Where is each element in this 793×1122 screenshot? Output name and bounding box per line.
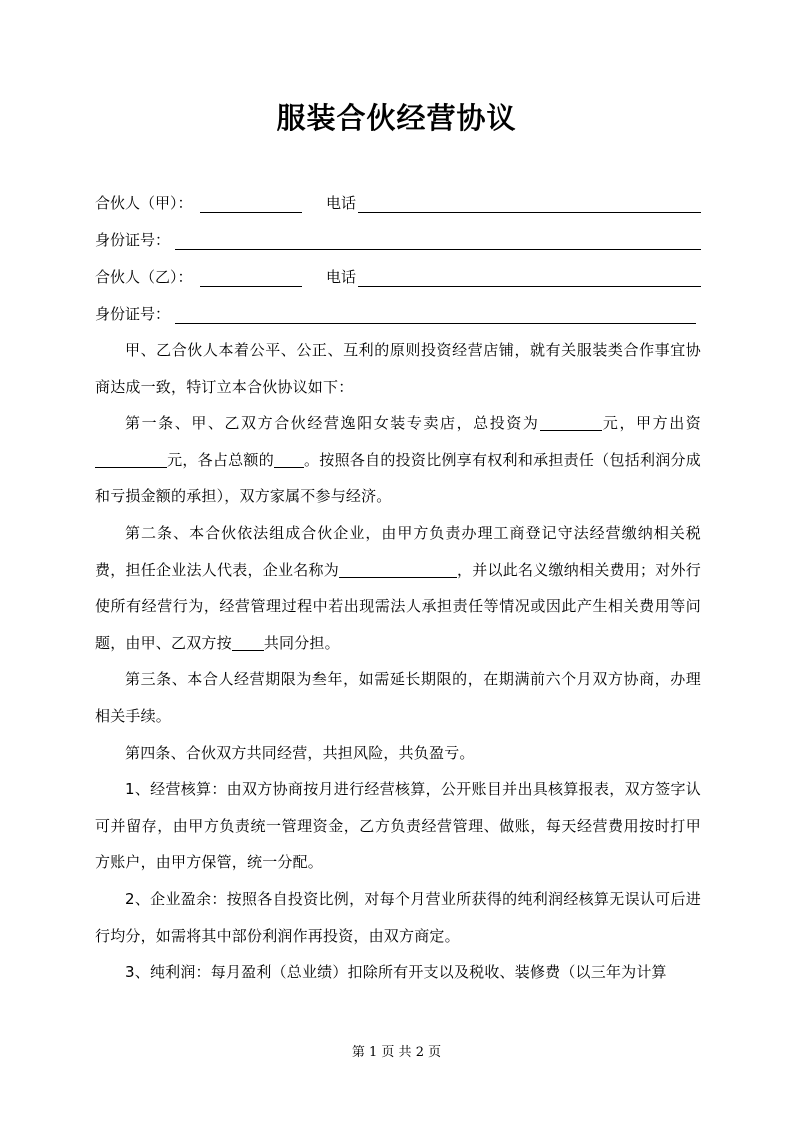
phone-label-a: 电话 (326, 194, 357, 212)
partner-a-blank (200, 212, 302, 213)
phone-label-b: 电话 (326, 268, 357, 286)
partner-b-row (95, 266, 701, 290)
agreement-body (95, 332, 701, 991)
article-4-paragraph: 第四条、合伙双方共同经营，共担风险，共负盈亏。 (125, 743, 475, 762)
article-2-text-a: 第二条、本合伙依法组成合伙企业，由甲方负责办理工商登记守法经营缴纳相关税费，担任企业法人代表，企业名称为 (95, 523, 701, 579)
id-a-label: 身份证号： (95, 231, 171, 249)
article-2-text-c: 共同分担。 (263, 633, 340, 652)
article-2-paragraph (95, 515, 701, 661)
id-b-label: 身份证号： (95, 305, 171, 323)
id-b-blank (175, 323, 696, 324)
partner-a-label: 合伙人（甲）： (95, 194, 193, 212)
id-b-row (95, 303, 701, 327)
company-name-blank (339, 561, 457, 578)
article-1-text-c: 元，各占总额的 (167, 450, 274, 469)
page-footer: 第 1 页 共 2 页 (351, 1045, 442, 1060)
cost-share-blank (232, 634, 264, 651)
article-1-paragraph (95, 405, 701, 515)
total-investment-blank (540, 414, 602, 431)
share-ratio-blank (274, 451, 304, 468)
article-1-text-b: 元，甲方出资 (601, 414, 701, 433)
article-2-text-b: ，并以此名义缴纳相关费用；对外行使所有经营行为，经营管理过程中若出现需法人承担责任等情况或因此产生相关费用等问题，由甲、乙双方按 (95, 560, 701, 652)
intro-paragraph: 甲、乙合伙人本着公平、公正、互利的原则投资经营店铺，就有关服装类合作事宜协商达成一致，特订立本合伙协议如下： (95, 341, 701, 396)
article-1-text-a: 第一条、甲、乙双方合伙经营逸阳女装专卖店，总投资为 (125, 414, 540, 433)
id-a-blank (175, 249, 701, 250)
partner-a-row (95, 192, 701, 216)
item-3-paragraph: 3、纯利润：每月盈利（总业绩）扣除所有开支以及税收、装修费（以三年为计算 (125, 963, 667, 982)
item-2-paragraph: 2、企业盈余：按照各自投资比例，对每个月营业所获得的纯利润经核算无误认可后进行均分，如需将其中部份利润作再投资，由双方商定。 (95, 889, 701, 945)
id-a-row (95, 229, 701, 253)
phone-b-blank (358, 286, 701, 287)
partner-b-blank (200, 286, 302, 287)
article-3-paragraph: 第三条、本合人经营期限为叁年，如需延长期限的，在期满前六个月双方协商，办理相关手续。 (95, 670, 701, 725)
item-1-paragraph: 1、经营核算：由双方协商按月进行经营核算，公开账目并出具核算报表，双方签字认可并留存，由甲方负责统一管理资金，乙方负责经营管理、做账，每天经营费用按时打甲方账户，由甲方保管，统一分配。 (95, 780, 701, 872)
document-title: 服装合伙经营协议 (276, 101, 517, 135)
party-a-investment-blank (95, 451, 167, 468)
partner-b-label: 合伙人（乙）： (95, 268, 193, 286)
phone-a-blank (358, 212, 701, 213)
article-1-text-d: 。按照各自的投资比例享有权利和承担责任（包括利润分成和亏损金额的承担），双方家属不参与经济。 (95, 450, 701, 506)
